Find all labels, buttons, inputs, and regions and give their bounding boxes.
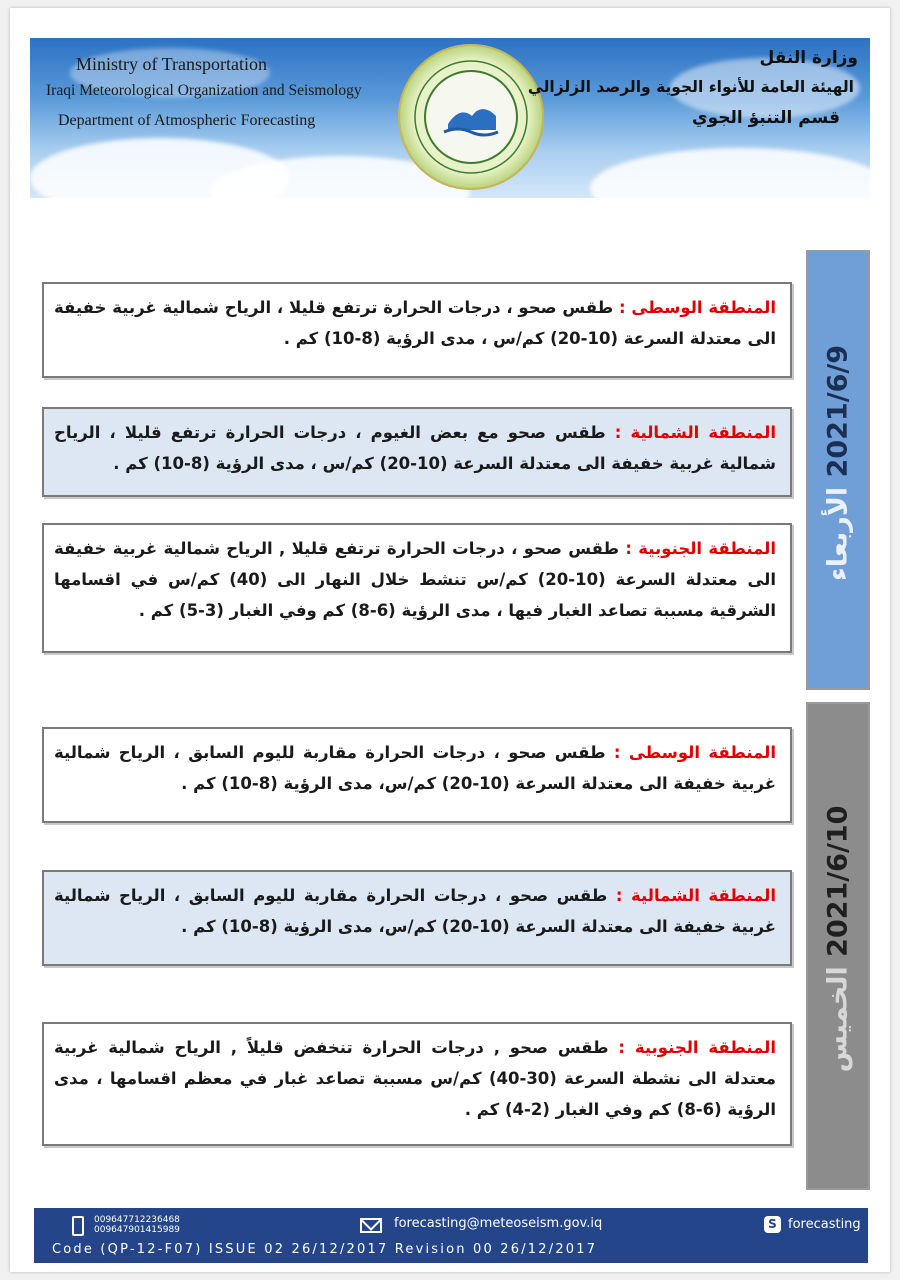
day2-name: الخميس bbox=[822, 966, 854, 1073]
region-label: المنطقة الوسطى : bbox=[613, 743, 776, 762]
day1-date: 2021/6/9 bbox=[822, 344, 854, 478]
header-banner bbox=[30, 38, 870, 198]
forecast-day2-south bbox=[42, 1022, 792, 1146]
logo-emblem bbox=[398, 44, 544, 190]
english-organization-title: Iraqi Meteorological Organization and Seismology bbox=[46, 82, 362, 99]
region-label: المنطقة الشمالية : bbox=[615, 886, 776, 905]
footer-phones bbox=[94, 1215, 180, 1235]
phone-number: 009647712236468 bbox=[94, 1215, 180, 1225]
mail-icon bbox=[360, 1218, 382, 1233]
document-code-line: Code (QP-12-F07) ISSUE 02 26/12/2017 Revision 00 26/12/2017 bbox=[52, 1242, 598, 1257]
arabic-organization-title: الهيئة العامة للأنواء الجوية والرصد الزلزالي bbox=[527, 78, 854, 96]
arabic-department-title: قسم التنبؤ الجوي bbox=[692, 108, 840, 128]
footer-bar bbox=[34, 1208, 868, 1263]
footer-email[interactable]: forecasting@meteoseism.gov.iq bbox=[394, 1216, 603, 1231]
forecast-text: طقس صحو ، درجات الحرارة ترتفع قليلا , الرياح شمالية غربية خفيفة الى معتدلة السرعة (10-20) كم/س تنشط خلال النهار الى (40) كم/س في اقسامها الشرقية مسببة تصاعد الغبار فيها ، مدى الرؤية (6-8) كم وفي الغبار (3-5) كم . bbox=[54, 539, 776, 620]
forecast-day1-central bbox=[42, 282, 792, 378]
region-label: المنطقة الوسطى : bbox=[618, 298, 776, 317]
footer-skype[interactable]: forecasting bbox=[788, 1217, 861, 1232]
region-label: المنطقة الشمالية : bbox=[614, 423, 776, 442]
arabic-ministry-title: وزارة النقل bbox=[759, 48, 858, 68]
forecast-text: طقس صحو مع بعض الغيوم ، درجات الحرارة ترتفع قليلا ، الرياح شمالية غربية خفيفة الى معتدلة السرعة (10-20) كم/س ، مدى الرؤية (8-10) كم . bbox=[54, 423, 776, 473]
forecast-text: طقس صحو ، درجات الحرارة مقاربة لليوم السابق ، الرياح شمالية غربية خفيفة الى معتدلة السرعة (10-20) كم/س، مدى الرؤية (8-10) كم . bbox=[54, 743, 776, 793]
forecast-day1-south bbox=[42, 523, 792, 653]
phone-icon bbox=[72, 1216, 84, 1236]
forecast-text: طقس صحو , درجات الحرارة تنخفض قليلاً , الرياح شمالية غربية معتدلة الى نشطة السرعة (30-40) كم/س مسببة تصاعد غبار في معظم اقسامها ، مدى الرؤية (6-8) كم وفي الغبار (2-4) كم . bbox=[54, 1038, 776, 1119]
forecast-text: طقس صحو ، درجات الحرارة ترتفع قليلا ، الرياح شمالية غربية خفيفة الى معتدلة السرعة (10-20) كم/س ، مدى الرؤية (8-10) كم . bbox=[54, 298, 776, 348]
english-department-title: Department of Atmospheric Forecasting bbox=[58, 112, 316, 129]
english-ministry-title: Ministry of Transportation bbox=[76, 54, 268, 74]
forecast-text: طقس صحو ، درجات الحرارة مقاربة لليوم السابق ، الرياح شمالية غربية خفيفة الى معتدلة السرعة (10-20) كم/س، مدى الرؤية (8-10) كم . bbox=[54, 886, 776, 936]
forecast-day1-north bbox=[42, 407, 792, 497]
skype-icon: S bbox=[764, 1216, 781, 1233]
day2-date: 2021/6/10 bbox=[822, 805, 854, 957]
phone-number: 009647901415989 bbox=[94, 1225, 180, 1235]
date-sidebar-day1 bbox=[806, 250, 870, 690]
forecast-day2-north bbox=[42, 870, 792, 966]
day1-name: الأربعاء bbox=[822, 486, 854, 582]
date-sidebar-day2 bbox=[806, 702, 870, 1190]
forecast-day2-central bbox=[42, 727, 792, 823]
region-label: المنطقة الجنوبية : bbox=[618, 1038, 777, 1057]
region-label: المنطقة الجنوبية : bbox=[625, 539, 776, 558]
